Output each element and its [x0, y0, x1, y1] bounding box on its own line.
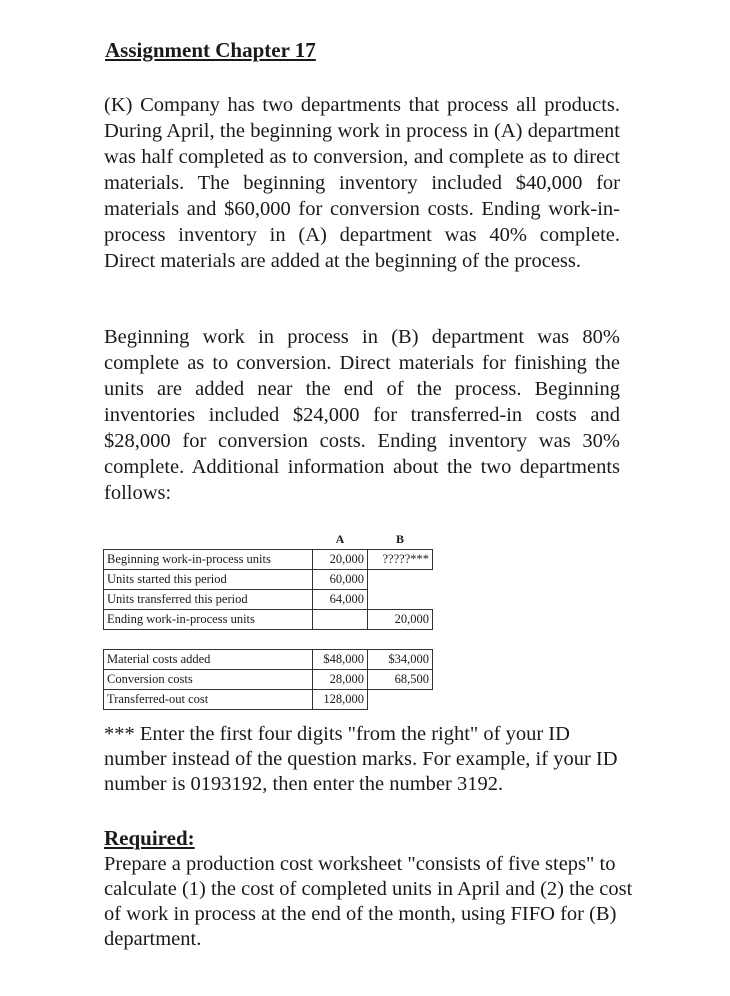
table-header-a: A	[313, 530, 368, 550]
row-value-b	[368, 590, 433, 610]
row-value-a: $48,000	[313, 650, 368, 670]
assignment-title: Assignment Chapter 17	[105, 38, 316, 62]
row-value-a	[313, 610, 368, 630]
paragraph-department-b: Beginning work in process in (B) department was 80% complete as to conversion. Direct materials for finishing the units are added near the end of the process. Beginning inventories included $24,000 for transferred-in costs and $28,000 for conversion costs. Ending inventory was 30% complete. Additional information about the two departments follows:	[104, 326, 620, 504]
table-header-blank	[104, 530, 313, 550]
row-value-a: 28,000	[313, 670, 368, 690]
row-value-a: 128,000	[313, 690, 368, 710]
table-row	[104, 670, 433, 690]
table-spacer-row	[104, 630, 433, 650]
row-label: Transferred-out cost	[104, 690, 313, 710]
paragraph-department-a: (K) Company has two departments that process all products. During April, the beginning work in process in (A) department was half completed as to conversion, and complete as to direct materials. The beginning inventory included $40,000 for materials and $60,000 for conversion costs. Ending work-in-process inventory in (A) department was 40% complete. Direct materials are added at the beginning of the process.	[104, 94, 620, 272]
row-label: Units transferred this period	[104, 590, 313, 610]
row-value-b	[368, 690, 433, 710]
row-label: Units started this period	[104, 570, 313, 590]
table-row	[104, 650, 433, 670]
row-label: Conversion costs	[104, 670, 313, 690]
table-row	[104, 550, 433, 570]
row-label: Material costs added	[104, 650, 313, 670]
table-row	[104, 590, 433, 610]
table-row	[104, 610, 433, 630]
department-data-table	[103, 530, 433, 710]
table-header-row	[104, 530, 433, 550]
row-value-a: 20,000	[313, 550, 368, 570]
id-instruction-note: *** Enter the first four digits "from the right" of your ID number instead of the question marks. For example, if your ID number is 0193192, then enter the number 3192.	[104, 723, 618, 795]
row-value-b: 20,000	[368, 610, 433, 630]
table-row	[104, 570, 433, 590]
row-value-b	[368, 570, 433, 590]
row-value-b: ?????***	[368, 550, 433, 570]
row-value-b: $34,000	[368, 650, 433, 670]
row-label: Beginning work-in-process units	[104, 550, 313, 570]
table-row	[104, 690, 433, 710]
row-value-a: 60,000	[313, 570, 368, 590]
row-value-a: 64,000	[313, 590, 368, 610]
required-heading: Required:	[104, 826, 195, 850]
row-value-b: 68,500	[368, 670, 433, 690]
row-label: Ending work-in-process units	[104, 610, 313, 630]
required-text: Prepare a production cost worksheet "consists of five steps" to calculate (1) the cost of completed units in April and (2) the cost of work in process at the end of the month, using FIFO for (B) department.	[104, 853, 633, 950]
table-header-b: B	[368, 530, 433, 550]
